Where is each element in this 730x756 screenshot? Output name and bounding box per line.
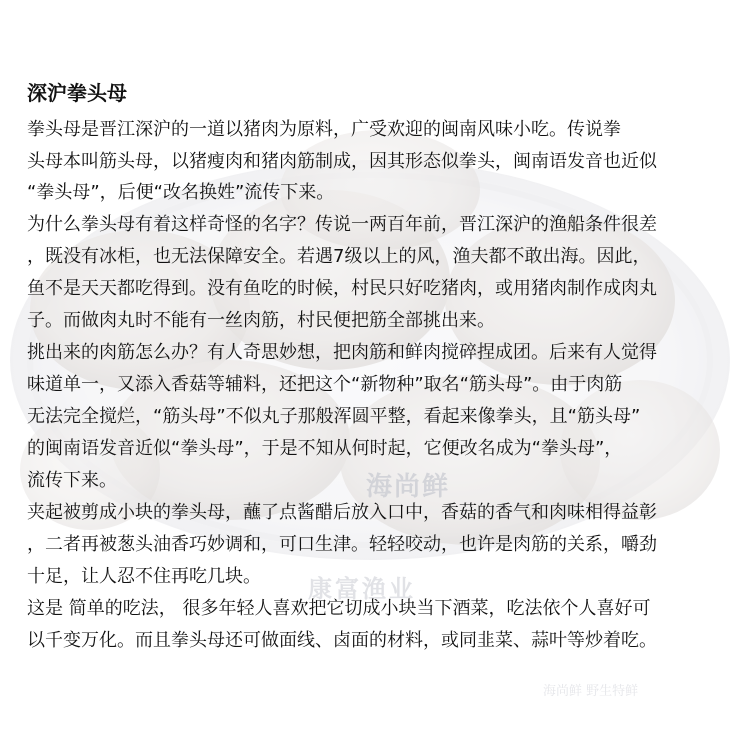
paragraph-line: 挑出来的肉筋怎么办？有人奇思妙想，把肉筋和鲜肉搅碎捏成团。后来有人觉得 — [27, 342, 657, 363]
paragraph-line: 子。而做肉丸时不能有一丝肉筋，村民便把筋全部挑出来。 — [27, 310, 495, 331]
paragraph-line: 为什么拳头母有着这样奇怪的名字？传说一两百年前，晋江深沪的渔船条件很差 — [27, 214, 657, 235]
watermark-footer: 海尚鲜 野生特鲜 — [543, 684, 639, 699]
watermark-company: 康富渔业 — [308, 575, 416, 603]
paragraph-line: 流传下来。 — [27, 470, 117, 491]
paragraph-line: 十足，让人忍不住再吃几块。 — [27, 566, 261, 587]
paragraph-line: 无法完全搅烂，“筋头母”不似丸子那般浑圆平整，看起来像拳头，且“筋头母” — [27, 406, 641, 427]
paragraph-line: “拳头母”，后便“改名换姓”流传下来。 — [27, 182, 335, 203]
paragraph-line: 的闽南语发音近似“拳头母”，于是不知从何时起，它便改名成为“拳头母”， — [27, 438, 623, 459]
paragraph-line: 以千变万化。而且拳头母还可做面线、卤面的材料，或同韭菜、蒜叶等炒着吃。 — [27, 630, 657, 651]
paragraph-line: 味道单一，又添入香菇等辅料，还把这个“新物种”取名“筋头母”。由于肉筋 — [27, 374, 623, 395]
paragraph-line: 夹起被剪成小块的拳头母，蘸了点酱醋后放入口中，香菇的香气和肉味相得益彰 — [27, 502, 657, 523]
paragraph-line: 这是 简单的吃法， 很多年轻人喜欢把它切成小块当下酒菜，吃法依个人喜好可 — [27, 598, 651, 619]
paragraph-line: 鱼不是天天都吃得到。没有鱼吃的时候，村民只好吃猪肉，或用猪肉制作成肉丸 — [27, 278, 657, 299]
paragraph-line: ，二者再被葱头油香巧妙调和，可口生津。轻轻咬动，也许是肉筋的关系，嚼劲 — [27, 534, 657, 555]
paragraph-line: 头母本叫筋头母，以猪瘦肉和猪肉筋制成，因其形态似拳头，闽南语发音也近似 — [27, 151, 657, 172]
paragraph-line: 拳头母是晋江深沪的一道以猪肉为原料，广受欢迎的闽南风味小吃。传说拳 — [27, 119, 621, 140]
paragraph-line: ，既没有冰柜，也无法保障安全。若遇7级以上的风，渔夫都不敢出海。因此， — [27, 246, 651, 267]
watermark-brand: 海尚鲜 — [366, 472, 451, 502]
article-title: 深沪拳头母 — [27, 81, 127, 105]
